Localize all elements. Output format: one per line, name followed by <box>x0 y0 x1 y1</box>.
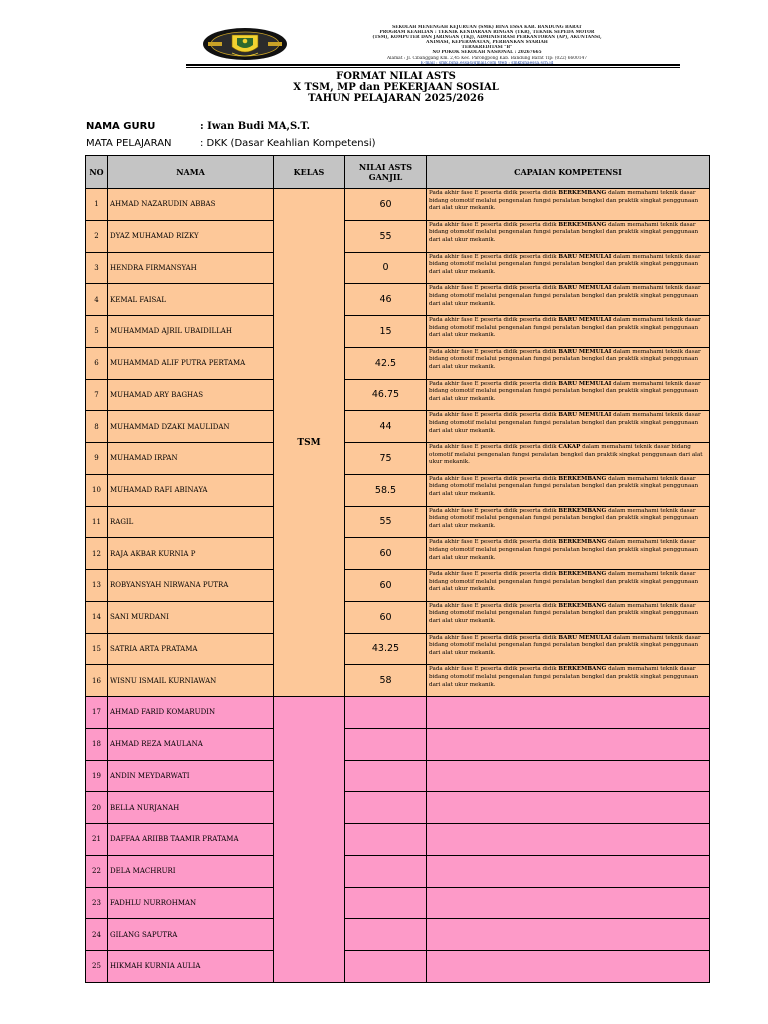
achievement-cell <box>427 951 710 983</box>
achievement-cell <box>427 443 710 475</box>
achievement-level: BARU MEMULAI <box>558 412 612 419</box>
table-row <box>86 506 710 538</box>
col-header-no: NO <box>86 156 108 189</box>
letterhead <box>186 24 680 66</box>
table-row <box>86 760 710 792</box>
achievement-suffix: dalam memahami teknik dasar bidang otomotif melalui pengenalan fungsi peralatan bengkel dan praktik singkat penggunaan dari alat ukur mekanik. <box>429 221 699 244</box>
achievement-suffix: dalam memahami teknik dasar bidang otomotif melalui pengenalan fungsi peralatan bengkel dan praktik singkat penggunaan dari alat ukur mekanik. <box>429 285 701 307</box>
letterhead-line: Alamat : Jl. Cibanggang Km. 2,45 Kec. Parongpong Kab. Bandung Barat Tlp: (022) 6600147 <box>387 55 587 61</box>
score-cell: 75 <box>345 443 427 475</box>
achievement-cell <box>427 284 710 316</box>
student-name: FADHLU NURROHMAN <box>108 887 274 919</box>
score-cell: 58.5 <box>345 474 427 506</box>
title-line-1: FORMAT NILAI ASTS <box>336 71 456 82</box>
table-row <box>86 379 710 411</box>
table-row <box>86 601 710 633</box>
achievement-suffix: dalam memahami teknik dasar bidang otomotif melalui pengenalan fungsi peralatan bengkel dan praktik singkat penggunaan dari alat ukur mekanik. <box>429 444 703 466</box>
achievement-cell <box>427 189 710 221</box>
achievement-suffix: dalam memahami teknik dasar bidang otomotif melalui pengenalan fungsi peralatan bengkel dan praktik singkat penggunaan dari alat ukur mekanik. <box>429 571 699 593</box>
row-number: 8 <box>86 411 108 443</box>
table-row <box>86 316 710 348</box>
achievement-cell <box>427 760 710 792</box>
table-row <box>86 443 710 475</box>
student-name: BELLA NURJANAH <box>108 792 274 824</box>
score-cell <box>345 887 427 919</box>
achievement-level: BARU MEMULAI <box>558 253 612 260</box>
row-number: 18 <box>86 728 108 760</box>
student-name: SANI MURDANI <box>108 601 274 633</box>
table-row <box>86 855 710 887</box>
achievement-cell <box>427 824 710 856</box>
achievement-suffix: dalam memahami teknik dasar bidang otomotif melalui pengenalan fungsi peralatan bengkel dan praktik singkat penggunaan dari alat ukur mekanik. <box>429 190 699 212</box>
score-cell: 60 <box>345 189 427 221</box>
score-cell <box>345 855 427 887</box>
table-row <box>86 220 710 252</box>
achievement-suffix: dalam memahami teknik dasar bidang otomotif melalui pengenalan fungsi peralatan bengkel dan praktik singkat penggunaan dari alat ukur mekanik. <box>429 634 701 656</box>
achievement-level: BERKEMBANG <box>558 539 607 546</box>
row-number: 23 <box>86 887 108 919</box>
student-name: GILANG SAPUTRA <box>108 919 274 951</box>
achievement-level: BARU MEMULAI <box>558 634 612 641</box>
row-number: 16 <box>86 665 108 697</box>
table-row <box>86 252 710 284</box>
subject-label: MATA PELAJARAN <box>86 138 172 149</box>
student-name: SATRIA ARTA PRATAMA <box>108 633 274 665</box>
student-name: AHMAD REZA MAULANA <box>108 728 274 760</box>
achievement-level: BERKEMBANG <box>558 666 607 673</box>
student-name: HIKMAH KURNIA AULIA <box>108 951 274 983</box>
score-cell <box>345 697 427 729</box>
col-header-nilai <box>345 156 427 189</box>
achievement-cell <box>427 474 710 506</box>
teacher-name: : Iwan Budi MA,S.T. <box>200 121 310 132</box>
letterhead-line: ANIMASI, KEPERAWATAN, PERBANKAN SYARIAH <box>426 40 548 46</box>
achievement-level: BARU MEMULAI <box>558 348 612 355</box>
table-row <box>86 919 710 951</box>
achievement-prefix: Pada akhir fase E peserta didik peserta didik <box>429 507 557 514</box>
achievement-cell <box>427 887 710 919</box>
col-header-capaian: CAPAIAN KOMPETENSI <box>427 156 710 189</box>
achievement-cell <box>427 570 710 602</box>
score-cell: 15 <box>345 316 427 348</box>
achievement-prefix: Pada akhir fase E peserta didik peserta didik <box>429 475 557 482</box>
score-cell: 46.75 <box>345 379 427 411</box>
achievement-prefix: Pada akhir fase E peserta didik peserta didik <box>429 317 557 323</box>
letterhead-line: PROGRAM KEAHLIAN : TEKNIK KENDARAAN RINGAN (TKR), TEKNIK SEPEDA MOTOR <box>379 30 595 36</box>
achievement-cell <box>427 316 710 348</box>
row-number: 19 <box>86 760 108 792</box>
student-name: AHMAD NAZARUDIN ABBAS <box>108 189 274 221</box>
score-cell <box>345 951 427 983</box>
row-number: 4 <box>86 284 108 316</box>
row-number: 25 <box>86 951 108 983</box>
achievement-level: BERKEMBANG <box>558 190 607 196</box>
score-cell <box>345 824 427 856</box>
achievement-prefix: Pada akhir fase E peserta didik peserta didik <box>429 190 557 196</box>
score-cell: 55 <box>345 220 427 252</box>
score-cell <box>345 760 427 792</box>
row-number: 11 <box>86 506 108 538</box>
row-number: 5 <box>86 316 108 348</box>
achievement-level: BERKEMBANG <box>558 221 607 228</box>
student-name: DELA MACHRURI <box>108 855 274 887</box>
score-cell <box>345 728 427 760</box>
student-name: MUHAMAD RAFI ABINAYA <box>108 474 274 506</box>
achievement-cell <box>427 538 710 570</box>
class-cell-empty <box>274 697 345 983</box>
col-header-nilai-line2: GANJIL <box>368 172 403 182</box>
student-name: MUHAMAD IRPAN <box>108 443 274 475</box>
achievement-level: BARU MEMULAI <box>558 285 612 292</box>
table-row <box>86 347 710 379</box>
letterhead-line: TERAKREDITASI "B" <box>461 45 513 51</box>
row-number: 10 <box>86 474 108 506</box>
table-row <box>86 792 710 824</box>
table-row <box>86 474 710 506</box>
row-number: 14 <box>86 601 108 633</box>
achievement-prefix: Pada akhir fase E peserta didik peserta didik <box>429 634 557 641</box>
table-row <box>86 697 710 729</box>
achievement-cell <box>427 220 710 252</box>
achievement-prefix: Pada akhir fase E peserta didik peserta didik <box>429 348 557 355</box>
achievement-prefix: Pada akhir fase E peserta didik peserta didik <box>429 380 557 387</box>
achievement-cell <box>427 665 710 697</box>
achievement-cell <box>427 601 710 633</box>
student-name: ROBYANSYAH NIRWANA PUTRA <box>108 570 274 602</box>
table-row <box>86 728 710 760</box>
achievement-suffix: dalam memahami teknik dasar bidang otomotif melalui pengenalan fungsi peralatan bengkel dan praktik singkat penggunaan dari alat ukur mekanik. <box>429 507 699 529</box>
achievement-cell <box>427 855 710 887</box>
teacher-label: NAMA GURU <box>86 121 156 132</box>
achievement-level: BERKEMBANG <box>558 602 607 609</box>
grades-table <box>85 155 710 983</box>
table-row <box>86 633 710 665</box>
row-number: 3 <box>86 252 108 284</box>
achievement-level: CAKAP <box>558 444 581 450</box>
student-name: MUHAMAD ARY BAGHAS <box>108 379 274 411</box>
achievement-prefix: Pada akhir fase E peserta didik peserta didik <box>429 602 557 609</box>
achievement-prefix: Pada akhir fase E peserta didik peserta didik <box>429 444 557 450</box>
student-name: KEMAL FAISAL <box>108 284 274 316</box>
table-body <box>86 189 710 983</box>
achievement-prefix: Pada akhir fase E peserta didik peserta didik <box>429 221 557 228</box>
achievement-prefix: Pada akhir fase E peserta didik peserta didik <box>429 571 557 577</box>
achievement-suffix: dalam memahami teknik dasar bidang otomotif melalui pengenalan fungsi peralatan bengkel dan praktik singkat penggunaan dari alat ukur mekanik. <box>429 539 699 561</box>
achievement-level: BERKEMBANG <box>558 475 607 482</box>
row-number: 9 <box>86 443 108 475</box>
row-number: 13 <box>86 570 108 602</box>
achievement-suffix: dalam memahami teknik dasar bidang otomotif melalui pengenalan fungsi peralatan bengkel dan praktik singkat penggunaan dari alat ukur mekanik. <box>429 253 701 275</box>
letterhead-text <box>294 25 680 66</box>
score-cell: 60 <box>345 538 427 570</box>
achievement-level: BARU MEMULAI <box>558 317 612 323</box>
class-cell: TSM <box>274 189 345 697</box>
achievement-prefix: Pada akhir fase E peserta didik peserta didik <box>429 539 557 546</box>
achievement-cell <box>427 252 710 284</box>
achievement-cell <box>427 919 710 951</box>
row-number: 17 <box>86 697 108 729</box>
row-number: 7 <box>86 379 108 411</box>
table-row <box>86 411 710 443</box>
school-emblem-icon <box>202 27 288 61</box>
achievement-level: BARU MEMULAI <box>558 380 612 387</box>
achievement-suffix: dalam memahami teknik dasar bidang otomotif melalui pengenalan fungsi peralatan bengkel dan praktik singkat penggunaan dari alat ukur mekanik. <box>429 348 701 371</box>
student-name: WISNU ISMAIL KURNIAWAN <box>108 665 274 697</box>
col-header-nilai-line1: NILAI ASTS <box>358 162 413 172</box>
table-row <box>86 665 710 697</box>
score-cell: 60 <box>345 570 427 602</box>
achievement-level: BERKEMBANG <box>558 571 607 577</box>
score-cell: 44 <box>345 411 427 443</box>
table-row <box>86 284 710 316</box>
achievement-cell <box>427 411 710 443</box>
achievement-suffix: dalam memahami teknik dasar bidang otomotif melalui pengenalan fungsi peralatan bengkel dan praktik singkat penggunaan dari alat ukur mekanik. <box>429 380 701 402</box>
row-number: 24 <box>86 919 108 951</box>
row-number: 21 <box>86 824 108 856</box>
row-number: 12 <box>86 538 108 570</box>
subject-name: : DKK (Dasar Keahlian Kompetensi) <box>200 138 376 149</box>
achievement-cell <box>427 506 710 538</box>
achievement-prefix: Pada akhir fase E peserta didik peserta didik <box>429 285 557 292</box>
row-number: 22 <box>86 855 108 887</box>
col-header-nama: NAMA <box>108 156 274 189</box>
table-row <box>86 951 710 983</box>
achievement-level: BERKEMBANG <box>558 507 607 514</box>
letterhead-line: E-mail : smk.bina.essa@gmail.com Web : smkbinaessa.sch.id <box>420 60 554 66</box>
achievement-cell <box>427 792 710 824</box>
table-row <box>86 538 710 570</box>
achievement-cell <box>427 347 710 379</box>
row-number: 20 <box>86 792 108 824</box>
table-header-row <box>86 156 710 189</box>
achievement-suffix: dalam memahami teknik dasar bidang otomotif melalui pengenalan fungsi peralatan bengkel dan praktik singkat penggunaan dari alat ukur mekanik. <box>429 666 699 688</box>
achievement-prefix: Pada akhir fase E peserta didik peserta didik <box>429 666 557 673</box>
col-header-kelas: KELAS <box>274 156 345 189</box>
score-cell: 0 <box>345 252 427 284</box>
letterhead-line: NO POKOK SEKOLAH NASIONAL : 20267665 <box>432 50 542 56</box>
achievement-suffix: dalam memahami teknik dasar bidang otomotif melalui pengenalan fungsi peralatan bengkel dan praktik singkat penggunaan dari alat ukur mekanik. <box>429 475 699 498</box>
achievement-cell <box>427 697 710 729</box>
score-cell: 55 <box>345 506 427 538</box>
achievement-suffix: dalam memahami teknik dasar bidang otomotif melalui pengenalan fungsi peralatan bengkel dan praktik singkat penggunaan dari alat ukur mekanik. <box>429 412 701 434</box>
score-cell: 42.5 <box>345 347 427 379</box>
student-name: ANDIN MEYDARWATI <box>108 760 274 792</box>
row-number: 15 <box>86 633 108 665</box>
achievement-cell <box>427 728 710 760</box>
row-number: 1 <box>86 189 108 221</box>
document-title <box>186 71 606 104</box>
table-row <box>86 887 710 919</box>
student-name: AHMAD FARID KOMARUDIN <box>108 697 274 729</box>
table-row <box>86 189 710 221</box>
score-cell <box>345 792 427 824</box>
score-cell: 43.25 <box>345 633 427 665</box>
table-row <box>86 570 710 602</box>
student-name: RAJA AKBAR KURNIA P <box>108 538 274 570</box>
score-cell: 60 <box>345 601 427 633</box>
achievement-prefix: Pada akhir fase E peserta didik peserta didik <box>429 412 557 419</box>
student-name: HENDRA FIRMANSYAH <box>108 252 274 284</box>
row-number: 2 <box>86 220 108 252</box>
score-cell: 46 <box>345 284 427 316</box>
student-name: MUHAMMAD ALIF PUTRA PERTAMA <box>108 347 274 379</box>
letterhead-line: SEKOLAH MENENGAH KEJURUAN (SMK) BINA ESSA KAB. BANDUNG BARAT <box>392 25 582 30</box>
table-row <box>86 824 710 856</box>
row-number: 6 <box>86 347 108 379</box>
student-name: MUHAMMAD AJRIL UBAIDILLAH <box>108 316 274 348</box>
student-name: DAFFAA ARIIBB TAAMIR PRATAMA <box>108 824 274 856</box>
letterhead-line: (TSM), KOMPUTER DAN JARINGAN (TKJ), ADMINISTRASI PERKANTORAN (AP), AKUNTANSI, <box>372 35 602 41</box>
achievement-suffix: dalam memahami teknik dasar bidang otomotif melalui pengenalan fungsi peralatan bengkel dan praktik singkat penggunaan dari alat ukur mekanik. <box>429 602 699 625</box>
achievement-prefix: Pada akhir fase E peserta didik peserta didik <box>429 253 557 260</box>
achievement-suffix: dalam memahami teknik dasar bidang otomotif melalui pengenalan fungsi peralatan bengkel dan praktik singkat penggunaan dari alat ukur mekanik. <box>429 317 701 339</box>
student-name: DYAZ MUHAMAD RIZKY <box>108 220 274 252</box>
student-name: RAGIL <box>108 506 274 538</box>
student-name: MUHAMMAD DZAKI MAULIDAN <box>108 411 274 443</box>
achievement-cell <box>427 633 710 665</box>
title-line-3: TAHUN PELAJARAN 2025/2026 <box>308 93 484 104</box>
achievement-cell <box>427 379 710 411</box>
score-cell: 58 <box>345 665 427 697</box>
score-cell <box>345 919 427 951</box>
title-line-2: X TSM, MP dan PEKERJAAN SOSIAL <box>293 82 499 93</box>
